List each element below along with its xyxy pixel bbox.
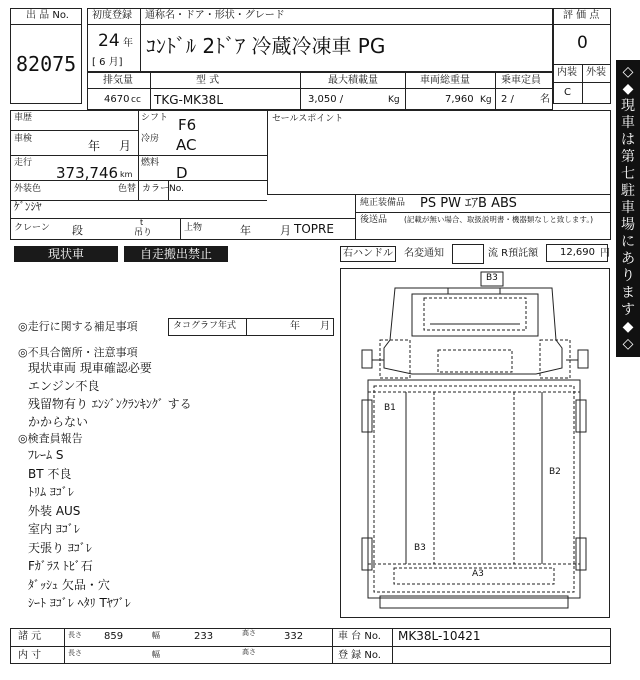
displacement-label: 排気量 (103, 75, 133, 86)
color-no-label: 色替 (118, 184, 137, 194)
equipment-value: PS PW ｴｱB ABS (420, 196, 517, 211)
defect-line: エンジン不良 (28, 379, 100, 393)
defect-line: かからない (28, 415, 89, 429)
damage-mark: B2 (549, 467, 561, 477)
supplement-label: ◎走行に関する補足事項 (18, 320, 138, 333)
equipment-label: 純正装備品 (360, 198, 406, 208)
model-label: 通称名・ドア・形状・グレード (145, 10, 285, 21)
type-label: 型 式 (196, 75, 220, 86)
side-notice-char: 駐 (621, 183, 635, 199)
inspector-line: ﾄﾘﾑ ﾖｺﾞﾚ (28, 485, 74, 499)
inspection-month: 月 (119, 139, 132, 153)
gross-weight-label: 車両総重量 (420, 75, 470, 86)
defect-line: 残留物有り ｴﾝｼﾞﾝｸﾗﾝｷﾝｸﾞ する (28, 397, 192, 411)
mileage-value: 373,746 (56, 164, 119, 182)
chassis-label: 車 台 No. (338, 631, 381, 642)
self-drive-badge: 自走搬出禁止 (124, 246, 228, 262)
side-notice-char: 車 (621, 200, 635, 216)
inspector-line: Fｶﾞﾗｽ ﾄﾋﾞ石 (28, 559, 93, 573)
upper-label: 上物 (184, 223, 203, 233)
inspector-line: BT 不良 (28, 466, 72, 481)
height-label: 高さ (242, 629, 256, 637)
upper-month: 月 (280, 224, 291, 237)
dims-label: 諸 元 (18, 631, 42, 642)
crane-stage: 段 (72, 224, 83, 237)
defect-line: 現状車両 現車確認必要 (28, 361, 152, 375)
inspector-line: 外装 AUS (28, 503, 81, 518)
shift-value: F6 (178, 116, 197, 134)
damage-mark: A3 (472, 569, 484, 579)
meter-unit: 円 (600, 248, 610, 259)
interior-grade: C (564, 87, 571, 98)
side-notice-char: 車 (621, 115, 635, 131)
tacho-month: 月 (320, 321, 330, 332)
side-notice-char: ◇ (622, 336, 634, 352)
meter-value: 12,690 (560, 247, 595, 258)
damage-mark: B1 (384, 403, 396, 413)
inspector-header: ◎検査員報告 (18, 432, 83, 445)
gross-weight-value: 7,960 (445, 94, 474, 105)
rating-label: 評 価 点 (563, 10, 600, 21)
side-notice-char: は (621, 132, 635, 148)
side-notice-char: ◆ (622, 319, 634, 335)
side-notice-char: に (621, 234, 635, 250)
meter-label: 流 R預託額 (488, 248, 539, 259)
handle-label: 右ハンドル (343, 248, 393, 259)
aftermarket-note: (記載が無い場合、取扱説明書・機器類なしと致します。) (404, 215, 594, 224)
chassis-value: MK38L-10421 (398, 629, 481, 643)
upper-maker: TOPRE (294, 222, 334, 236)
color-label: 外装色 (14, 184, 42, 194)
sales-point-label: セールスポイント (272, 114, 344, 124)
shift-label: シフト (141, 113, 169, 123)
mileage-unit: km (120, 170, 133, 179)
side-notice-char: 場 (621, 217, 635, 233)
tacho-label: タコグラフ年式 (173, 321, 237, 331)
rating-value: 0 (577, 33, 588, 53)
inspector-line: ｼｰﾄ ﾖｺﾞﾚ ﾍﾀﾘ Tﾔﾌﾞﾚ (28, 596, 131, 610)
displacement-unit: cc (131, 95, 141, 105)
inspection-label: 車検 (14, 134, 33, 144)
truck-diagram (340, 268, 610, 618)
max-load-value: 3,050 / (308, 94, 344, 105)
side-notice-char: ◇ (622, 64, 634, 80)
damage-mark: B3 (486, 273, 498, 283)
crane-t: t (140, 218, 144, 227)
inspector-line: ﾌﾚｰﾑ S (28, 448, 64, 462)
length-value: 859 (104, 631, 124, 642)
history-label: 車歴 (14, 113, 33, 123)
damage-mark: B3 (414, 543, 426, 553)
ac-value: AC (176, 136, 197, 154)
car-name: ｺﾝﾄﾞﾙ 2ﾄﾞｱ 冷蔵冷凍車 PG (146, 34, 386, 58)
lot-label: 出 品 No. (26, 10, 69, 21)
side-notice-char: あ (621, 251, 635, 267)
side-notice-char: 現 (621, 98, 635, 114)
current-state-badge: 現状車 (14, 246, 118, 262)
inspector-line: 室内 ﾖｺﾞﾚ (28, 522, 80, 536)
name-change-label: 名変通知 (404, 248, 444, 259)
side-notice-char: り (621, 268, 635, 284)
aftermarket-label: 後送品 (360, 215, 388, 225)
upper-year: 年 (240, 224, 251, 237)
side-notice-char: 七 (621, 166, 635, 182)
height-value: 332 (284, 631, 304, 642)
capacity-label: 乗車定員 (501, 75, 541, 86)
interior-label: 内装 (557, 67, 577, 78)
inspector-line: ﾀﾞｯｼｭ 欠品・穴 (28, 577, 110, 592)
fuel-label: 燃料 (141, 158, 160, 168)
mileage-label: 走行 (14, 158, 33, 168)
lot-number: 82075 (16, 52, 77, 76)
side-notice (616, 60, 640, 357)
max-load-label: 最大積載量 (328, 75, 378, 86)
gross-weight-unit: Kg (480, 95, 492, 105)
first-reg-month: [ 6 月] (92, 57, 123, 68)
first-reg-label: 初度登録 (92, 10, 132, 21)
color-no: カラーNo. (142, 184, 184, 194)
capacity-unit: 名 (540, 94, 550, 105)
exterior-label: 外装 (586, 67, 606, 78)
inner-height-label: 高さ (242, 648, 256, 656)
side-notice-char: す (621, 302, 635, 318)
year-unit: 年 (123, 38, 133, 49)
side-notice-char: ◆ (622, 81, 634, 97)
tacho-year: 年 (290, 321, 300, 332)
displacement-value: 4670 (104, 94, 130, 105)
ac-label: 冷房 (141, 134, 160, 144)
inspection-year: 年 (88, 139, 101, 153)
crane-lift: 吊り (134, 228, 153, 238)
inner-label: 内 寸 (18, 650, 42, 661)
side-notice-char: ま (621, 285, 635, 301)
color-value: ｹﾞﾝｼﾔ (14, 200, 42, 213)
inspector-line: 天張り ﾖｺﾞﾚ (28, 540, 92, 555)
first-reg-year: 24 (98, 31, 120, 51)
length-label: 長さ (68, 631, 82, 639)
side-notice-char: 第 (621, 149, 635, 165)
name-change-box (452, 244, 484, 264)
fuel-value: D (176, 164, 188, 182)
crane-label: クレーン (14, 223, 50, 233)
type-value: TKG-MK38L (154, 93, 224, 107)
reg-label: 登 録 No. (338, 650, 381, 661)
inner-length-label: 長さ (68, 649, 82, 657)
defects-header: ◎不具合箇所・注意事項 (18, 346, 138, 359)
width-label: 幅 (152, 631, 160, 640)
width-value: 233 (194, 631, 214, 642)
max-load-unit: Kg (388, 95, 400, 105)
inner-width-label: 幅 (152, 650, 160, 659)
capacity-value: 2 / (501, 94, 514, 105)
